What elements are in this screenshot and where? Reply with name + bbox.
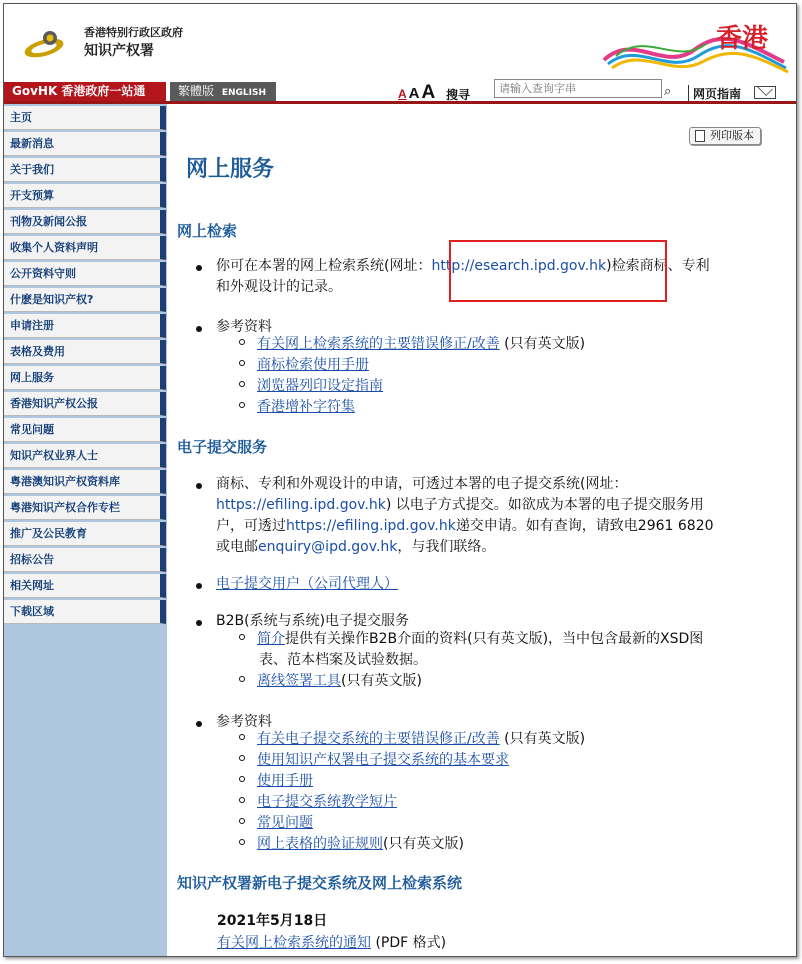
bullet-dot <box>196 583 202 589</box>
sidebar-item-registration[interactable]: 申请注册 <box>4 314 166 338</box>
efiling-text-3: 户，可透过 <box>216 518 286 534</box>
page-title: 网上服务 <box>186 157 275 182</box>
ref-link-validation[interactable]: 网上表格的验证规则 <box>257 836 383 852</box>
efiling-link-2[interactable]: https://efiling.ipd.gov.hk <box>286 518 456 534</box>
section-new-system-title: 知识产权署新电子提交系统及网上检索系统 <box>177 874 463 892</box>
bullet-dot <box>196 620 202 626</box>
ref-link-user-manual[interactable]: 使用手册 <box>257 773 313 789</box>
b2b-sub-item <box>239 629 703 671</box>
efiling-text-4: 或电邮 <box>216 539 258 555</box>
print-version-button[interactable] <box>689 127 761 145</box>
esearch-text-post: )检索商标、专利 <box>606 258 710 274</box>
site-header <box>4 4 797 82</box>
govhk-link[interactable]: GovHK 香港政府一站通 <box>4 82 166 101</box>
sidebar-item-gba-database[interactable]: 粤港澳知识产权资料库 <box>4 470 166 494</box>
bullet-dot <box>196 721 202 727</box>
sidebar-item-budget[interactable]: 开支预算 <box>4 184 166 208</box>
b2b-intro-text: 提供有关操作B2B介面的资料(只有英文版)，当中包含最新的XSD图 <box>285 631 704 647</box>
search-icon[interactable]: ⌕ <box>664 84 672 99</box>
ref-list-item <box>239 397 355 418</box>
main-content <box>174 104 794 957</box>
brand-hk-logo <box>594 12 794 74</box>
offline-signing-link[interactable]: 离线签署工具 <box>257 673 341 689</box>
sidebar-item-education[interactable]: 推广及公民教育 <box>4 522 166 546</box>
sub-bullet <box>239 339 245 345</box>
sub-bullet <box>239 634 245 640</box>
sub-bullet <box>239 776 245 782</box>
sidebar-item-online-services[interactable]: 网上服务 <box>4 366 166 390</box>
efiling-agent-link[interactable]: 电子提交用户（公司代理人） <box>216 576 398 592</box>
sidebar-item-what-is-ip[interactable]: 什麽是知识产权? <box>4 288 166 312</box>
ref-link-video[interactable]: 电子提交系统教学短片 <box>257 794 397 810</box>
ref-list-item <box>239 334 585 355</box>
efiling-text-3b: 递交申请。如有查询，请致电2961 6820 <box>455 518 714 534</box>
sub-bullet <box>239 360 245 366</box>
notice-format: (PDF 格式) <box>371 935 447 951</box>
ref-link-faq[interactable]: 常见问题 <box>257 815 313 831</box>
sidebar-item-cooperation[interactable]: 粤港知识产权合作专栏 <box>4 496 166 520</box>
browser-page <box>3 3 797 957</box>
ref-list-item <box>239 729 585 750</box>
dept-name-line2: 知识产权署 <box>84 43 154 59</box>
ref-list-item <box>239 834 464 855</box>
esearch-link[interactable]: http://esearch.ipd.gov.hk <box>431 258 607 274</box>
sidebar-item-ip-professionals[interactable]: 知识产权业界人士 <box>4 444 166 468</box>
b2b-sub-item <box>239 671 422 692</box>
print-icon <box>695 130 705 142</box>
ref-note: (只有英文版) <box>499 336 586 352</box>
sidebar-item-news[interactable]: 最新消息 <box>4 132 166 156</box>
ref-link-hkscs[interactable]: 香港增补字符集 <box>257 399 355 415</box>
dept-name-line1: 香港特别行政区政府 <box>84 26 183 39</box>
ipd-logo[interactable] <box>22 26 70 62</box>
efiling-text: 商标、专利和外观设计的申请，可透过本署的电子提交系统(网址： <box>216 476 628 492</box>
sub-bullet <box>239 818 245 824</box>
section-efiling-title: 电子提交服务 <box>177 438 268 456</box>
references-label: 参考资料 <box>216 319 272 335</box>
sub-bullet <box>239 734 245 740</box>
notice-date: 2021年5月18日 <box>217 913 328 929</box>
references-label-2: 参考资料 <box>216 714 272 730</box>
lang-english[interactable]: ENGLISH <box>221 88 267 98</box>
ref-link-esearch-fixes[interactable]: 有关网上检索系统的主要错误修正/改善 <box>257 336 500 352</box>
efiling-link-1[interactable]: https://efiling.ipd.gov.hk <box>216 497 386 513</box>
sidebar-item-about[interactable]: 关于我们 <box>4 158 166 182</box>
sidebar-item-faq[interactable]: 常见问题 <box>4 418 166 442</box>
sub-bullet <box>239 755 245 761</box>
sidebar-item-tenders[interactable]: 招标公告 <box>4 548 166 572</box>
sub-bullet <box>239 402 245 408</box>
bullet-dot <box>196 483 202 489</box>
efiling-text-2: ) 以电子方式提交。如欲成为本署的电子提交服务用 <box>385 497 704 513</box>
offline-signing-note: (只有英文版) <box>341 673 422 689</box>
ref-note: (只有英文版) <box>499 731 586 747</box>
site-guide-link[interactable]: 网页指南 <box>688 85 741 102</box>
b2b-intro-text-2: 表、范本档案及试验数据。 <box>259 652 427 668</box>
ref-list-item <box>239 792 397 813</box>
search-input[interactable] <box>494 79 662 98</box>
search-label: 搜寻 <box>446 88 471 102</box>
sidebar-item-privacy[interactable]: 收集个人资料声明 <box>4 236 166 260</box>
ref-list-item <box>239 376 383 397</box>
sidebar-item-forms-fees[interactable]: 表格及费用 <box>4 340 166 364</box>
esearch-text: 你可在本署的网上检索系统(网址： <box>216 258 432 274</box>
top-toolbar <box>4 82 797 104</box>
ref-list-item <box>239 355 369 376</box>
sidebar-item-links[interactable]: 相关网址 <box>4 574 166 598</box>
sub-bullet <box>239 381 245 387</box>
email-link[interactable]: enquiry@ipd.gov.hk <box>258 539 398 555</box>
bullet-dot <box>196 326 202 332</box>
font-medium-button[interactable]: A <box>408 85 420 102</box>
ref-list-item <box>239 750 509 771</box>
print-label: 列印版本 <box>710 129 754 142</box>
sidebar-nav <box>4 104 167 957</box>
sidebar-item-home[interactable]: 主页 <box>4 106 166 130</box>
sidebar-item-publications[interactable]: 刊物及新闻公报 <box>4 210 166 234</box>
b2b-label: B2B(系统与系统)电子提交服务 <box>216 613 410 629</box>
sub-bullet <box>239 839 245 845</box>
section-online-search-title: 网上检索 <box>177 222 238 240</box>
esearch-text-line2: 和外观设计的记录。 <box>216 279 342 295</box>
bullet-dot <box>196 265 202 271</box>
efiling-text-4b: ，与我们联络。 <box>397 539 496 555</box>
notice-item <box>217 932 446 952</box>
lang-traditional[interactable]: 繁體版 <box>178 84 215 98</box>
ref-note: (只有英文版) <box>383 836 464 852</box>
brand-text: 香港 <box>715 24 768 54</box>
font-size-controls <box>398 82 437 104</box>
highlight-box <box>449 240 667 302</box>
sub-bullet <box>239 676 245 682</box>
sidebar-item-downloads[interactable]: 下载区域 <box>4 600 166 624</box>
ref-list-item <box>239 771 313 792</box>
b2b-intro-link[interactable]: 简介 <box>257 631 285 647</box>
sub-bullet <box>239 797 245 803</box>
ref-link-tm-manual[interactable]: 商标检索使用手册 <box>257 357 369 373</box>
ref-list-item <box>239 813 313 834</box>
sidebar-item-ip-journal[interactable]: 香港知识产权公报 <box>4 392 166 416</box>
language-switch[interactable] <box>170 82 276 101</box>
ref-link-print-guide[interactable]: 浏览器列印设定指南 <box>257 378 383 394</box>
font-small-button[interactable]: A <box>398 87 407 101</box>
mail-icon[interactable] <box>754 86 776 99</box>
notice-link[interactable]: 有关网上检索系统的通知 <box>217 935 371 951</box>
ref-link-requirements[interactable]: 使用知识产权署电子提交系统的基本要求 <box>257 752 509 768</box>
sidebar-item-access-code[interactable]: 公开资料守则 <box>4 262 166 286</box>
font-large-button[interactable]: A <box>421 82 436 103</box>
ref-link-efiling-fixes[interactable]: 有关电子提交系统的主要错误修正/改善 <box>257 731 500 747</box>
